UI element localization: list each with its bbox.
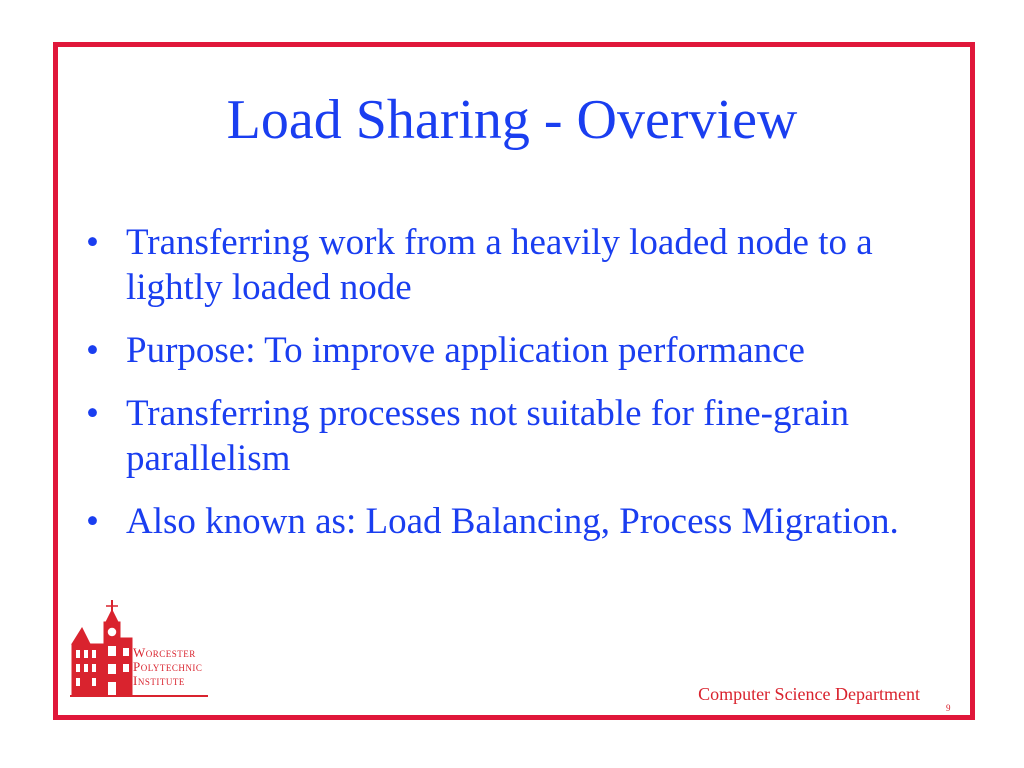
bullet-text: Also known as: Load Balancing, Process Migration. xyxy=(126,501,899,542)
bullet-item xyxy=(86,391,946,481)
bullet-text: Purpose: To improve application performance xyxy=(126,330,805,371)
logo-line-3: Institute xyxy=(133,673,185,688)
bullet-marker: • xyxy=(86,393,99,434)
logo-line-1: Worcester xyxy=(133,645,196,660)
bullet-text: Transferring work from a heavily loaded node to a lightly loaded node xyxy=(126,222,873,308)
department-footer: Computer Science Department xyxy=(698,684,920,704)
bullet-marker: • xyxy=(86,222,99,263)
bullet-marker: • xyxy=(86,330,99,371)
bullet-list xyxy=(86,220,946,562)
institution-name xyxy=(133,646,202,688)
slide-title: Load Sharing - Overview xyxy=(226,89,798,151)
bullet-marker: • xyxy=(86,501,99,542)
page-number: 9 xyxy=(946,703,951,713)
bullet-text: Transferring processes not suitable for fine-grain parallelism xyxy=(126,393,850,479)
bullet-item xyxy=(86,328,946,373)
bullet-item xyxy=(86,499,946,544)
logo-line-2: Polytechnic xyxy=(133,659,203,674)
bullet-item xyxy=(86,220,946,310)
